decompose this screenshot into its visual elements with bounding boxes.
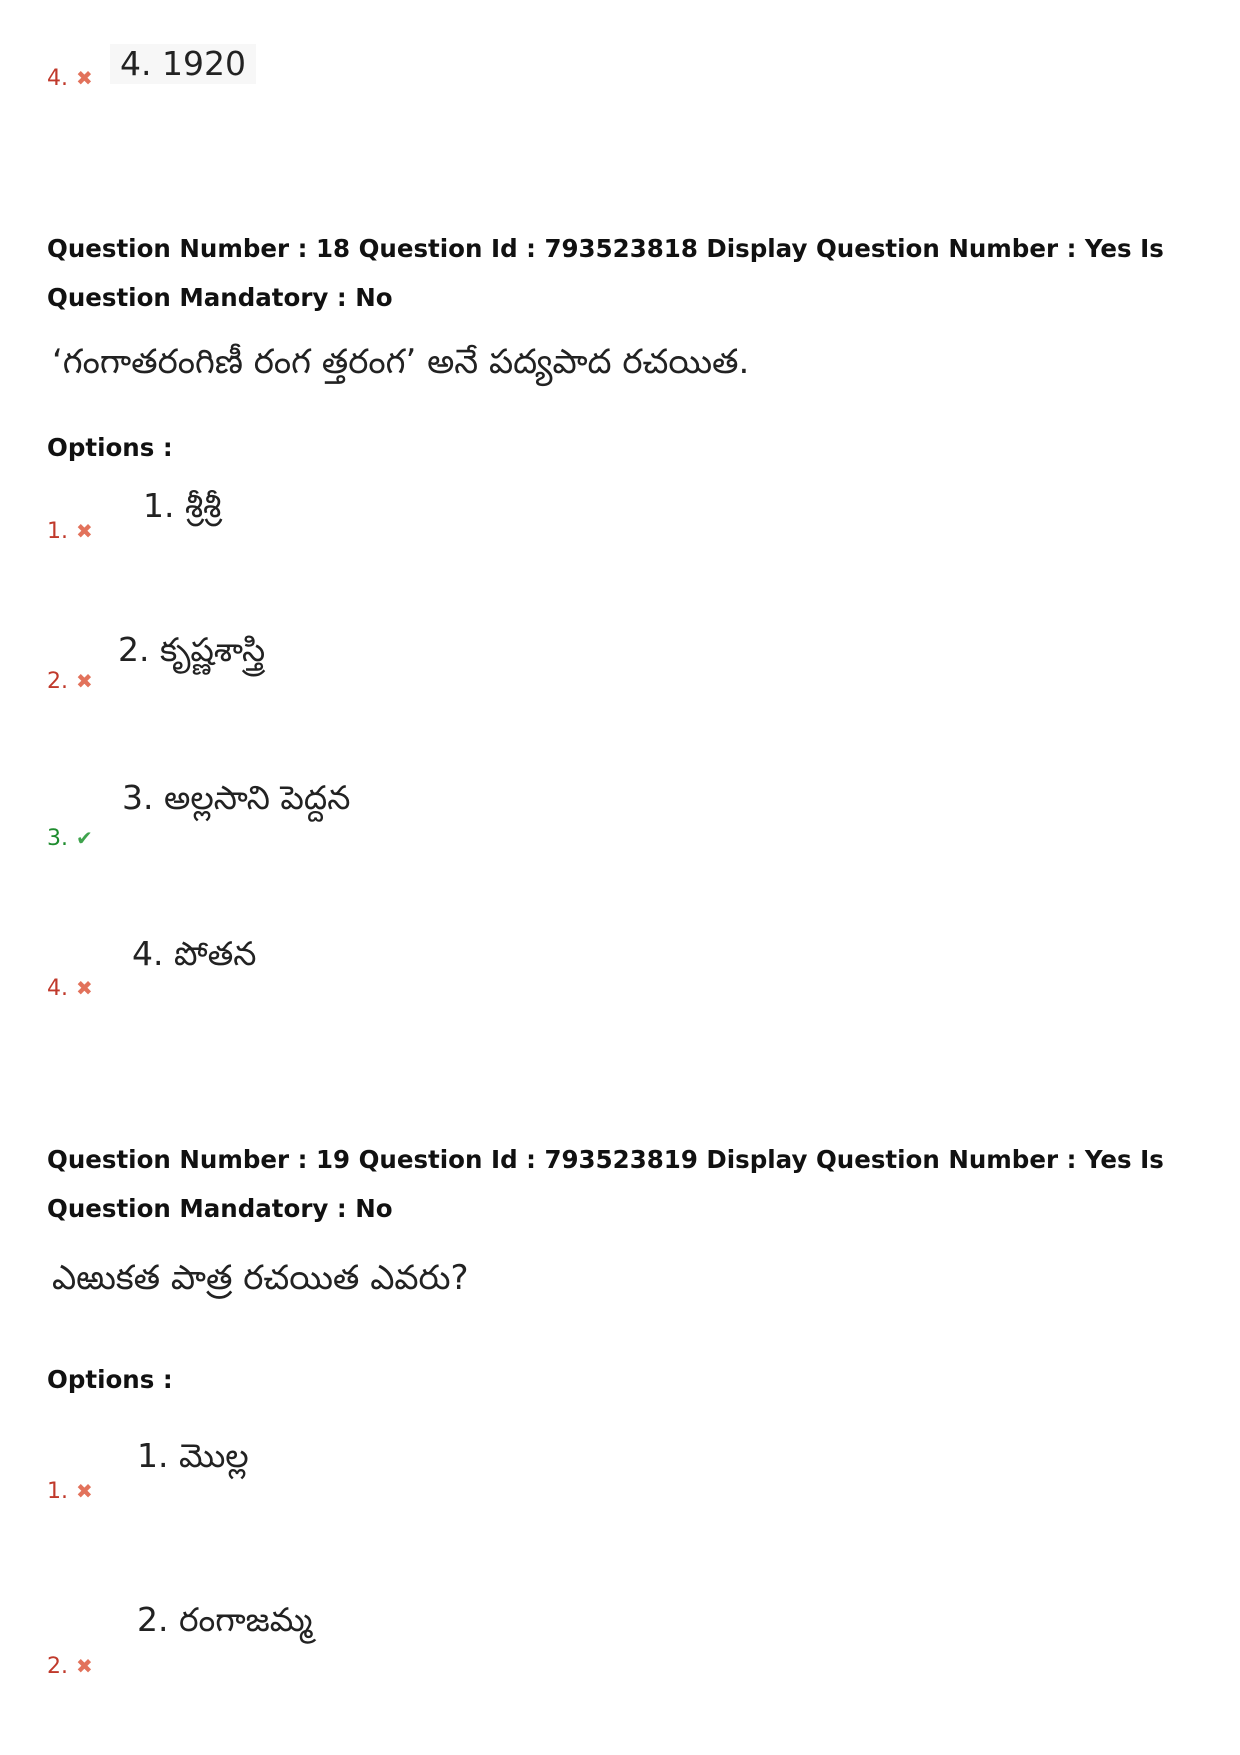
option-number-label: 1.: [47, 1479, 68, 1504]
option-text-4-prev: 4. 1920: [110, 44, 256, 84]
option-text-18-2: 2. కృష్ణశాస్త్రి: [118, 630, 266, 669]
options-label-19: Options :: [47, 1365, 173, 1394]
wrong-cross-icon: ✖: [76, 1479, 93, 1503]
option-text-18-4: 4. పోతన: [132, 934, 257, 973]
option-text-18-3: 3. అల్లసాని పెద్దన: [122, 778, 351, 817]
option-number-label: 3.: [47, 826, 68, 851]
option-number-label: 2.: [47, 1654, 68, 1679]
option-number-18-3: [47, 825, 93, 852]
option-text-18-1: 1. శ్రీశ్రీ: [143, 486, 222, 525]
option-number-19-2: [47, 1653, 93, 1680]
wrong-cross-icon: ✖: [76, 1654, 93, 1678]
wrong-cross-icon: ✖: [76, 519, 93, 543]
option-number-4-prev: [47, 65, 93, 92]
option-number-19-1: [47, 1478, 93, 1505]
question-header-18: Question Number : 18 Question Id : 793523818 Display Question Number : Yes Is Question Mandatory : No: [47, 234, 1164, 312]
option-number-label: 4.: [47, 976, 68, 1001]
question-header-19: Question Number : 19 Question Id : 793523819 Display Question Number : Yes Is Question Mandatory : No: [47, 1145, 1164, 1223]
question-text-19: ఎఱుకత పాత్ర రచయిత ఎవరు?: [52, 1258, 469, 1298]
option-number-label: 1.: [47, 519, 68, 544]
option-text-19-2: 2. రంగాజమ్మ: [137, 1600, 313, 1639]
option-number-label: 2.: [47, 669, 68, 694]
question-text-18: ‘గంగాతరంగిణీ రంగ త్తరంగ’ అనే పద్యపాద రచయిత.: [52, 342, 750, 382]
wrong-cross-icon: ✖: [76, 976, 93, 1000]
option-number-18-1: [47, 518, 93, 545]
option-number-label: 4.: [47, 66, 68, 91]
options-label-18: Options :: [47, 433, 173, 462]
option-text-19-1: 1. మొల్ల: [137, 1436, 249, 1475]
option-number-18-2: [47, 668, 93, 695]
correct-check-icon: ✔: [76, 826, 93, 850]
option-number-18-4: [47, 975, 93, 1002]
wrong-cross-icon: ✖: [76, 66, 93, 90]
wrong-cross-icon: ✖: [76, 669, 93, 693]
